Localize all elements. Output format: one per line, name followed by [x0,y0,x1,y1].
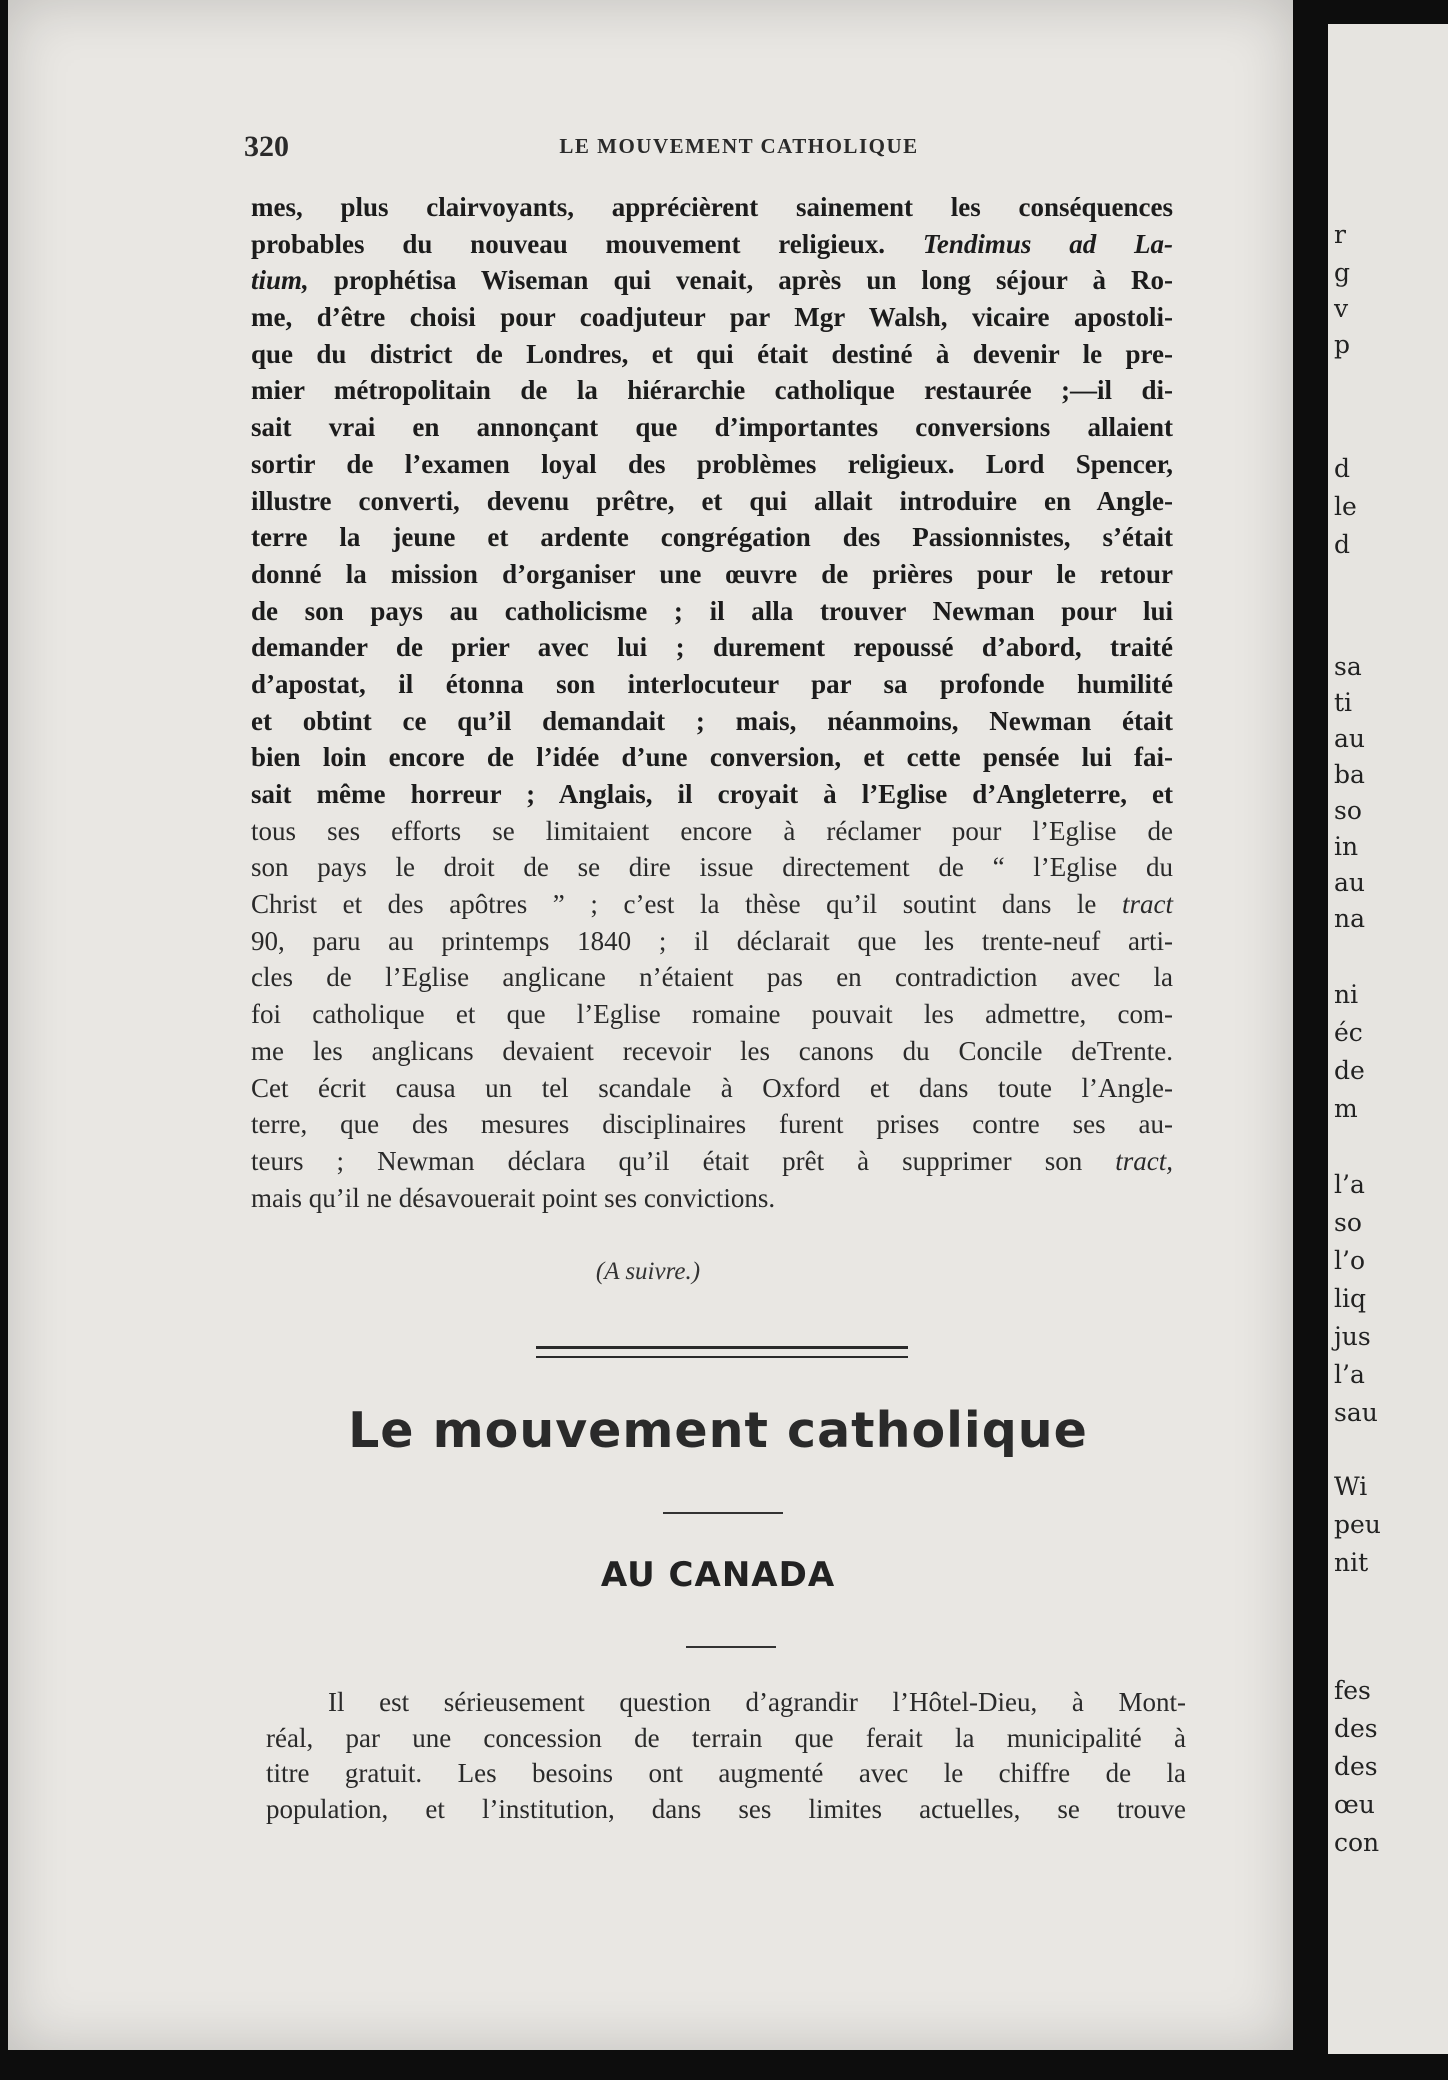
continued-article [251,189,1173,1216]
text-line: terre, que des mesures disciplinaires furent prises contre ses au- [251,1109,1173,1140]
latin-quote: Tendimus ad La- [922,228,1173,259]
text-line: cles de l’Eglise anglicane n’étaient pas en contradiction avec la [251,962,1173,993]
facing-fragment: fes [1334,1676,1371,1705]
facing-fragment: de [1334,1056,1365,1085]
facing-fragment: m [1334,1094,1358,1123]
facing-fragment: Wi [1334,1472,1368,1501]
facing-fragment: au [1334,724,1366,753]
text-line: son pays le droit de se dire issue directement de “ l’Eglise du [251,852,1173,883]
text-line: sortir de l’examen loyal des problèmes religieux. Lord Spencer, [251,448,1173,479]
facing-fragment: des [1334,1752,1378,1781]
facing-fragment: so [1334,796,1362,825]
to-be-continued: (A suivre.) [595,1258,701,1285]
subtitle-rule [686,1646,776,1648]
section-divider-top [536,1346,908,1349]
facing-fragment: r [1334,220,1346,249]
facing-fragment: éc [1334,1018,1363,1047]
text-line: de son pays au catholicisme ; il alla trouver Newman pour lui [251,595,1173,626]
facing-fragment: ba [1334,760,1365,789]
text-line: sait même horreur ; Anglais, il croyait à l’Eglise d’Angleterre, et [251,779,1173,809]
text-line: sait vrai en annonçant que d’importantes conversions allaient [251,412,1173,443]
tract-word: tract [1122,889,1173,920]
text-line: titre gratuit. Les besoins ont augmenté avec le chiffre de la [266,1758,1186,1788]
text-line: que du district de Londres, et qui était destiné à devenir le pre- [251,338,1173,369]
text-line: Cet écrit causa un tel scandale à Oxford et dans toute l’Angle- [251,1072,1173,1103]
tract-word: tract, [1115,1145,1173,1176]
facing-fragment: sau [1334,1398,1378,1427]
text-line: me, d’être choisi pour coadjuteur par Mgr Walsh, vicaire apostoli- [251,302,1173,333]
text-fragment: teurs ; Newman déclara qu’il était prêt à supprimer son [251,1145,1083,1176]
text-line: population, et l’institution, dans ses limites actuelles, se trouve [266,1793,1186,1824]
text-line: bien loin encore de l’idée d’une conversion, et cette pensée lui fai- [251,742,1173,773]
section-title: Le mouvement catholique [348,1402,1088,1459]
text-line: d’apostat, il étonna son interlocuteur par sa profonde humilité [251,668,1173,699]
facing-fragment: d [1334,454,1351,483]
text-fragment: Christ et des apôtres ” ; c’est la thèse qu’il soutint dans le [251,889,1097,920]
facing-fragment: in [1334,832,1359,861]
text-line: réal, par une concession de terrain que ferait la municipalité à [266,1722,1186,1753]
facing-fragment: nit [1334,1548,1369,1577]
text-fragment: probables du nouveau mouvement religieux. [251,228,886,259]
section-subtitle: AU CANADA [600,1555,836,1595]
canada-paragraph [266,1685,1186,1827]
facing-fragment: l’a [1334,1170,1365,1199]
bold-passage [251,189,1173,813]
text-fragment: prophétisa Wiseman qui venait, après un long séjour à Ro- [308,265,1173,296]
facing-fragment: le [1334,492,1357,521]
facing-fragment: so [1334,1208,1362,1237]
text-line: tous ses efforts se limitaient encore à réclamer pour l’Eglise de [251,815,1173,846]
text-line: Il est sérieusement question d’agrandir l’Hôtel-Dieu, à Mont- [328,1687,1186,1717]
running-title: LE MOUVEMENT CATHOLIQUE [559,134,919,158]
facing-fragment: na [1334,904,1366,933]
facing-fragment: g [1334,258,1351,287]
facing-fragment: l’a [1334,1360,1365,1389]
text-line: demander de prier avec lui ; durement repoussé d’abord, traité [251,632,1173,663]
page-header [244,130,1174,170]
text-line: 90, paru au printemps 1840 ; il déclarait que les trente-neuf arti- [251,925,1173,956]
text-line: foi catholique et que l’Eglise romaine pouvait les admettre, com- [251,999,1173,1030]
facing-fragment: ti [1334,688,1353,717]
text-line: mes, plus clairvoyants, apprécièrent sainement les conséquences [251,192,1173,222]
text-line: et obtint ce qu’il demandait ; mais, néanmoins, Newman était [251,705,1173,736]
facing-fragment: liq [1334,1284,1366,1313]
facing-fragment: sa [1334,652,1362,681]
text-line [251,226,1173,263]
text-line: mais qu’il ne désavouerait point ses convictions. [251,1182,776,1213]
facing-page-edge [1328,24,1448,2054]
latin-quote-end: tium, [251,265,309,296]
facing-fragment: d [1334,530,1351,559]
section-divider-bottom [536,1356,908,1358]
facing-fragment: ni [1334,980,1359,1009]
facing-fragment: v [1334,294,1349,323]
text-line [251,886,1173,923]
text-line: mier métropolitain de la hiérarchie catholique restaurée ;—il di- [251,375,1173,406]
text-line [251,262,1173,299]
facing-fragment: con [1334,1828,1380,1857]
text-line: donné la mission d’organiser une œuvre de prières pour le retour [251,558,1173,589]
facing-fragment: au [1334,868,1366,897]
text-line [251,1143,1173,1180]
facing-fragment: œu [1334,1790,1375,1819]
text-line: me les anglicans devaient recevoir les canons du Concile deTrente. [251,1035,1173,1066]
plain-passage [251,813,1173,1217]
text-line: terre la jeune et ardente congrégation des Passionnistes, s’était [251,522,1173,553]
facing-fragment: des [1334,1714,1378,1743]
title-rule [663,1512,783,1514]
facing-fragment: l’o [1334,1246,1365,1275]
book-page [8,0,1293,2050]
text-line: illustre converti, devenu prêtre, et qui allait introduire en Angle- [251,485,1173,516]
facing-fragment: peu [1334,1510,1381,1539]
facing-fragment: jus [1334,1322,1371,1351]
page-number: 320 [244,130,289,163]
facing-fragment: p [1334,330,1351,359]
